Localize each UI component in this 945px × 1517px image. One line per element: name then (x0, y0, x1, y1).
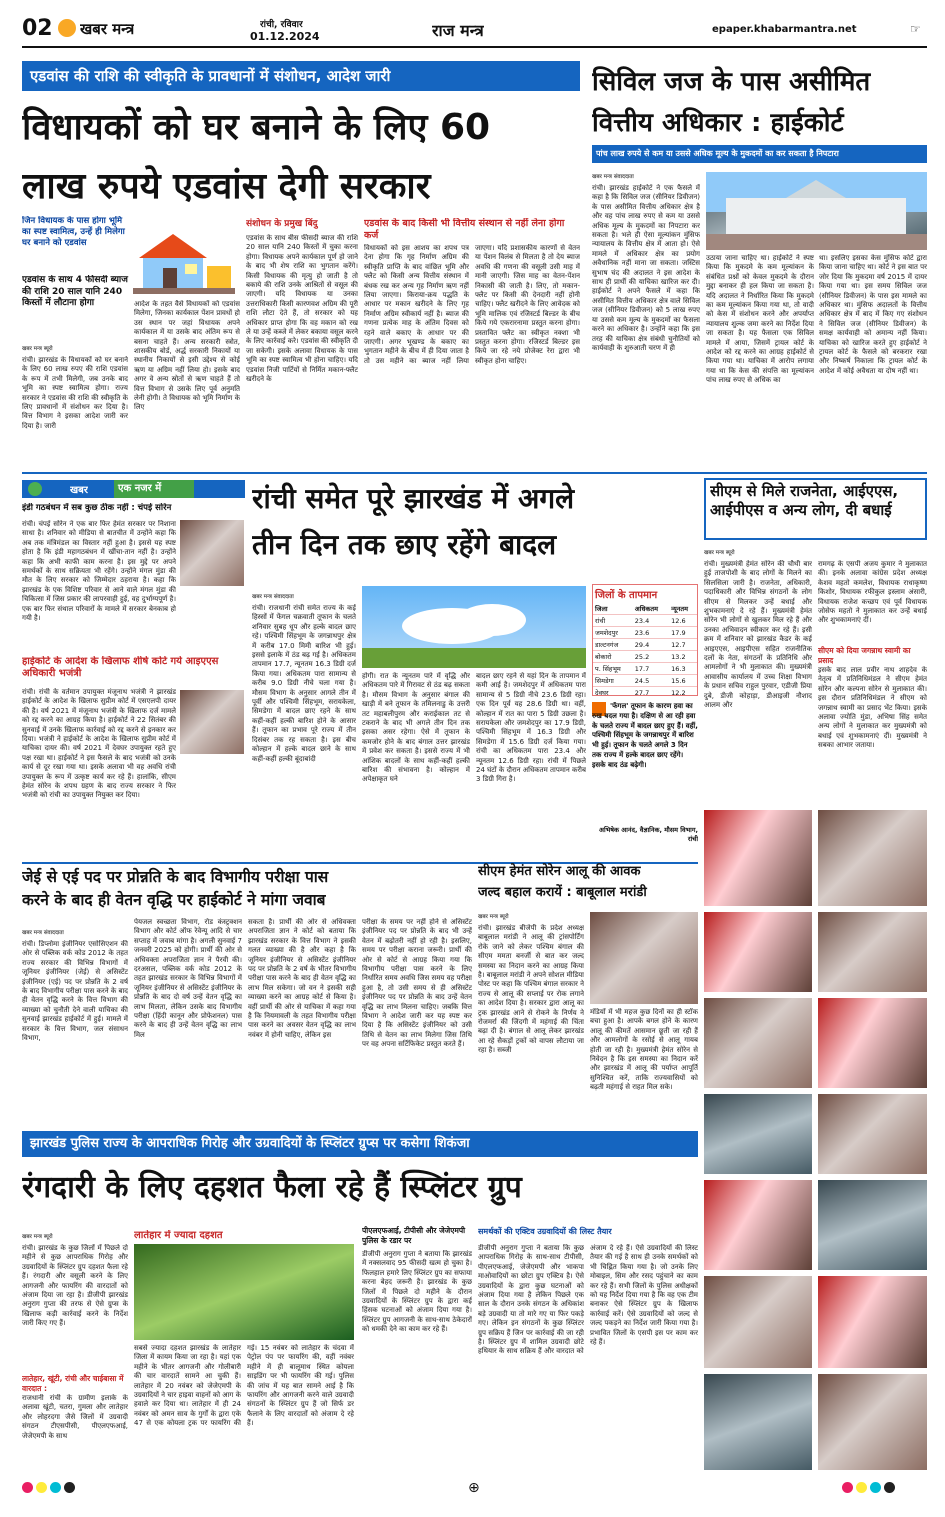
lead-kicker: एडवांस की राशि की स्वीकृति के प्रावधानों में संशोधन, आदेश जारी (22, 61, 580, 91)
table-row (593, 639, 697, 651)
weather-body-3: बादल छाए रहने से यहां दिन के तापमान में कमी आई है। जमशेदपुर में अधिकतम पारा सामान्य से 5 डिग्री नीचे 23.6 डिग्री रहा। एक दिन पूर्व यह 28.6 डिग्री था। वहीं, कोल्हान में रात का पारा 5 डिग्री उछला है। सरायकेला और जमशेदपुर का 17.9 डिग्री, पश्चिमी सिंहभूम में 16.3 डिग्री और सिमडेगा में 15.6 डिग्री दर्ज किया गया। रांची का अधिकतम पारा 23.4 और न्यूनतम 12.6 डिग्री रहा। रांची में पिछले 24 घंटों के दौरान अधिकतम तापमान करीब 3 डिग्री गिरा है। (476, 672, 586, 784)
police-kicker: झारखंड पुलिस राज्य के आपराधिक गिरोह और उग्रवादियों के स्प्लिंटर ग्रुप्स पर कसेगा शिकंजा (22, 1131, 698, 1157)
ek-nazar-label: एक नजर में (114, 480, 194, 498)
manjunath-bhajantri-photo (180, 690, 244, 754)
table-cell: 17.9 (669, 627, 697, 639)
babulal-marandi-photo (590, 912, 698, 1004)
lead-box2-title: एडवांस के बाद किसी भी वित्तीय संस्थान से नहीं लेना होगा कर्ज (364, 218, 565, 241)
table-cell: रांची (593, 615, 633, 627)
judge-headline-2: वित्तीय अधिकार : हाईकोर्ट (592, 108, 844, 138)
section-title: राज मन्त्र (432, 21, 484, 40)
masthead (22, 14, 927, 48)
footer-registration-marks (22, 1480, 927, 1496)
cm-meeting-photo (818, 998, 927, 1088)
color-dot (870, 1482, 881, 1493)
weather-body-2: होगी। रात के न्यूनतम पारे में वृद्धि और अधिकतम पारे में गिरावट से ठंड बढ़ सकता है। मौसम विभाग के अनुसार बंगाल की खाड़ी में बने तूफान के तमिलनाडु के उत्तरी तट महाबलीपुरम और कराईकाल तट से टकराने के बाद भी अगले तीन दिन तक इसका असर रहेगा। ऐसे में तूफान के कमजोर होने के बाद बंगाल उत्तर झारखंड में प्रवेश कर सकता है। इससे राज्य में भी आंशिक बादलों के साथ कहीं-कहीं हल्की बारिश की संभावना है। कोल्हान में अपेक्षाकृत घने (362, 672, 470, 784)
police-body-3: सबसे ज्यादा दहशत झारखंड के लातेहार जिला में कायम किया जा रहा है। यहां एक महीने के भीतर आगजनी और गोलीबारी की चार वारदातें सामने आ चुकी हैं। लातेहार में 20 नवंबर को जेजेएमपी के उग्रवादियों ने चार हाइवा वाहनों को आग के हवाले कर दिया था। लातेहार में ही 24 नवंबर को अमन साव के गुर्गों के द्वारा एके 47 से एक कोयला ट्रक पर फायरिंग की गई। 15 नवंबर को लातेहार के चंदवा में पेट्रोल पंप पर फायरिंग की, वहीं नवंबर महीने में ही बालूमाथ स्थित कोयला साइडिंग पर भी फायरिंग की गई। पुलिस की जांच में यह बात सामने आई है कि फायरिंग और आगजनी करने वाले उग्रवादी संगठनों के स्प्लिंटर ग्रुप हैं जो सिर्फ डर फैलाने के लिए वारदातों को अंजाम दे रहे हैं। (134, 1344, 354, 1428)
police-subhead-2: पीएलएफआई, टीपीसी और जेजेएमपी पुलिस के रडार पर (362, 1226, 466, 1245)
cm-greet-body-3: इसके बाद लाल प्रवीर नाथ शाहदेव के नेतृत्व में प्रतिनिधिमंडल ने सीएम हेमंत सोरेन और कल्पना सोरेन से मुलाकात की। इस दौरान प्रतिनिधिमंडल ने सीएम को जगन्नाथ स्वामी का प्रसाद भेंट किया। इसके अलावा ज्योति मुंडा, अभिषा सिंह समेत अन्य लोगों ने मुलाकात कर मुख्यमंत्री को बधाई एवं शुभकामनाएं दीं। मुख्यमंत्री ने सबका आभार जताया। (818, 666, 927, 750)
page-number: 02 (22, 16, 53, 41)
table-cell: जमशेदपुर (593, 627, 633, 639)
color-dots-right (842, 1482, 895, 1493)
table-cell: 12.2 (669, 687, 697, 697)
table-cell: 25.2 (633, 651, 669, 663)
table-cell: 23.6 (633, 627, 669, 639)
police-place: लातेहार, खूंटी, रांची और चाईबासा में वारदात : (22, 1374, 124, 1393)
je-body-2: पेयजल स्वच्छता विभाग, रोड कंस्ट्रक्शन विभाग और कोर्ट ऑफ रेवेन्यू आदि से चार सप्ताह में जवाब मांगा है। अगली सुनवाई 7 जनवरी 2025 को होगी। प्रार्थी की ओर से अधिवक्ता अपराजिता ज्ञान ने पैरवी की। दरअसल, पब्लिक वर्क कोड 2012 के तहत झारखंड सरकार के विभिन्न विभागों में जूनियर इंजीनियर से असिस्टेंट इंजीनियर के प्रोन्नति के बाद दो वर्ष उन्हें वेतन वृद्धि का लाभ मिलता, लेकिन उसके बाद विभागीय परीक्षा (हिंदी कानून और प्रोफेशनल) पास करने के बाद ही उन्हें वेतन वृद्धि का लाभ मिल (134, 918, 242, 1039)
color-dot (64, 1482, 75, 1493)
lead-body-2: आदेश के तहत वैसे विधायकों को एडवांस मिलेगा, जिनका कार्यकाल पेंशन प्रावधों हो उस स्थान पर जहां विधायक अपने कार्यकाल में या उसके बाद अंतिम रूप से बसना चाहते हैं। अन्य सरकारी स्त्रोत, शासकीय बोर्ड, अर्द्ध सरकारी निकायों या स्थानीय निकायों से इसी उद्देश्य से कोई ऋण या अग्रिम नहीं लिया हो। इसके बाद अगर वे अन्य स्रोतों से ऋण चाहते हैं तो वित्त विभाग से उसके लिए पूर्व अनुमति लेनी होगी। ते विधायक को भूमि निर्माण के लिए (134, 300, 240, 412)
cm-meeting-photo (704, 1276, 812, 1368)
cm-greet-subhead: सीएम को दिया जगन्नाथ स्वामी का प्रसाद (818, 646, 911, 665)
table-cell: सिमडेगा (593, 675, 633, 687)
lead-body-1: रांची। झारखंड के विधायकों को घर बनाने के लिए 60 लाख रुपए की राशि एडवांस के रूप में तभी मिलेगी, जब उनके बाद भूमि का स्पष्ट स्वामित्व होगा। राज्य सरकार ने एडवांस की राशि की स्वीकृति के लिए प्रावधानों में संशोधन कर दिया है। वित्त विभाग ने इसका आदेश जारी कर दिया है। जारी (22, 356, 128, 430)
ek-nazar-headline-2: हाईकोर्ट के आदेश के खिलाफ शीर्ष कोर्ट गये आइएएस अधिकारी भजंत्री (22, 656, 219, 679)
color-dot (842, 1482, 853, 1493)
weather-headline-2: तीन दिन तक छाए रहेंगे बादल (252, 528, 557, 561)
cm-meeting-photo (704, 1094, 812, 1174)
lead-body-4: विधायकों को इस आशय का शपथ पत्र देना होगा कि गृह निर्माण अग्रिम की स्वीकृति प्राप्ति के बाद वांछित भूमि और फ्लैट को किसी अन्य वित्तीय संस्थान में बंधक रख कर अन्य गृह निर्माण ऋण नहीं लिया जाएगा। किराया-क्रय पद्धति के आधार पर मकान खरीदने के लिए गृह निर्माण अग्रिम स्वीकार्य नहीं है। ब्याज की गणना प्रत्येक माह के अंतिम दिवस को रहने वाले बकाए के आधार पर की जाएगी। अगर भूखण्ड के बकाए का भुगतान महीने के बीच में ही दिया जाता है तो उस महीने का ब्याज नहीं लिया जाएगा। यदि प्रशासकीय कारणों से वेतन या पेंशन विलंब से मिलता है तो देय ब्याज अवधि की गणना की वसूली उसी माह में मानी जाएगी। जिस माह का वेतन-पेंशन निकासी की जाती है। लिए, तो मकान-फ्लैट पर किसी की देनदारी नहीं होनी चाहिए। फ्लैट खरीदने के लिए आवेदक को भूमि मालिक एवं रजिस्टर्ड बिल्डर के बीच किये गये एकरारनामा प्रस्तुत करना होगा। प्रस्तावित फ्लैट का स्वीकृत नक्शा भी प्रस्तुत करना होगा। रजिस्टर्ड बिल्डर इस किये जा रहे नये प्रोजेक्ट रेरा द्वारा भी स्वीकृत होना चाहिए। (364, 244, 580, 365)
table-row (593, 675, 697, 687)
ek-nazar-body-2: रांची। रांची के वर्तमान उपायुक्त मंजूनाथ भजंत्री ने झारखंड हाईकोर्ट के आदेश के खिलाफ सुप्रीम कोर्ट में एसएलपी दायर की है। वर्ष 2021 में मंजूनाथ भजंत्री के खिलाफ दर्ज मामले को रद्द करने का आग्रह किया है। हाईकोर्ट ने 22 सितंबर की सुनवाई में उनके खिलाफ कार्रवाई को रद्द करने से इनकार कर दिया। भजंत्री ने हाईकोर्ट के आदेश के खिलाफ सुप्रीम कोर्ट में याचिका दायर की। वर्ष 2021 में देवघर उपायुक्त रहते हुए पक्ष रखा था। हाईकोर्ट ने इस फैसले के बाद भजंत्री को उनके कार्य से दूर रखा गया था। इसके अलावा भी वह अवधि रांची उपायुक्त के रूप में उत्कृष्ट कार्य कर रहे हैं। हालांकि, सीएम हेमंत सोरेन के शपथ ग्रहण के बाद राज्य सरकार ने फिर भजंत्री को रांची का उपायुक्त नियुक्त कर दिया। (22, 688, 176, 800)
police-body-6: अंजाम दे रहे हैं। ऐसे उग्रवादियों की लिस्ट तैयार की गई है साथ ही उनके समर्थकों को भी चिह्नित किया गया है। जो उनके लिए मोबाइल, सिम और रसद पहुंचाने का काम कर रहे हैं। सभी जिलों के पुलिस अधीक्षकों को यह निर्देश दिया गया है कि वह एक टीम बनाकर ऐसे स्प्लिंटर ग्रुप के खिलाफ कार्रवाई करें। ऐसे उग्रवादियों को जल्द से जल्द पकड़ने का निर्देश जारी किया गया है। प्रभावित जिलों के एसपी इस पर काम कर रहे हैं। (590, 1244, 698, 1347)
house-illustration (133, 228, 235, 294)
table-cell: प. सिंहभूम (593, 663, 633, 675)
lead-headline-1: विधायकों को घर बनाने के लिए 60 (22, 107, 491, 148)
table-cell: 29.4 (633, 639, 669, 651)
edition-city-day: रांची, रविवार (260, 20, 303, 30)
lead-headline-2: लाख रुपये एडवांस देगी सरकार (22, 166, 431, 207)
lead-sidehead-1: जिन विधायक के पास होगा भूमि का स्पष्ट स्वामित्व, उन्हें ही मिलेगा घर बनाने को एडवांस (22, 216, 125, 248)
weather-body-1: रांची। राजधानी रांची समेत राज्य के कई हिस्सों में फेंगल चक्रवाती तूफान के चलते शनिवार सुबह धूप और हल्के बादल छाए रहे। पश्चिमी सिंहभूम के जगन्नाथपुर क्षेत्र में करीब 17.0 मिमी बारिश भी हुई। इससे इलाके में ठंड बढ़ गई है। अधिकतम तापमान 17.7, न्यूनतम 16.3 डिग्री दर्ज किया गया। अधिकतम पारा सामान्य से करीब 9.0 डिग्री नीचे चला गया है। मौसम विभाग के अनुसार आगले तीन में पूर्वी और पश्चिमी सिंहभूम, सरायकेला, सिमडेगा में बादल छाए रहने के साथ कहीं-कहीं हल्की बारिश होने के आसार हैं। तूफान का प्रभाव पूरे राज्य में तीन दिसंबर तक रह सकता है। इस बीच कोल्हान में हल्के बादल छाने के साथ कहीं-कहीं हल्की बूंदाबांदी (252, 604, 356, 763)
color-dot (36, 1482, 47, 1493)
police-byline: खबर मन्त्र ब्यूरो (22, 1234, 53, 1240)
table-cell: बोकारो (593, 651, 633, 663)
weather-quote-by: अभिषेक आनंद, वैज्ञानिक, मौसम विभाग, रांची (599, 826, 698, 843)
babulal-byline: खबर मन्त्र ब्यूरो (478, 914, 509, 920)
judge-body-3: था। इसलिए इसका केस मुंसिफ कोर्ट द्वारा किया जाना चाहिए था। कोर्ट ने इस बात पर जोर दिया कि मुकदमा वर्ष 2015 में दायर किया गया था। इस समय सिविल जज (सीनियर डिवीजन) के पास इस मामले का अधिकार था। मुंसिफ अदालतों के वित्तीय अधिकार क्षेत्र में बाद में किए गए संशोधन ने सिविल जज (सीनियर डिवीजन) के समक्ष कार्यवाही को अमान्य नहीं किया। याचिका को खारिज करते हुए हाईकोर्ट ने ट्रायल कोर्ट के फैसले को बरकरार रखा और निष्कर्ष निकाला कि ट्रायल कोर्ट के आदेश में कोई अवैधता या दोष नहीं था। (819, 254, 927, 375)
color-dot (50, 1482, 61, 1493)
table-header: जिला (593, 603, 633, 615)
je-body-1: रांची। डिप्लोमा इंजीनियर एसोसिएशन की ओर से पब्लिक वर्क कोड 2012 के तहत राज्य सरकार की विभिन्न विभागों में जूनियर इंजीनियर (जेई) से असिस्टेंट इंजीनियर (एई) पद पर प्रोन्नति के 2 वर्ष के बाद विभागीय परीक्षा पास करने के बाद ही वेतन वृद्धि करने के वित्त विभाग की व्याख्या को चुनौती देने वाली याचिका की सुनवाई झारखंड हाईकोर्ट में हुई। मामले में सरकार के वित्त विभाग, जल संसाधन विभाग, (22, 940, 128, 1043)
judge-body-2: उठाया जाना चाहिए था। हाईकोर्ट ने स्पष्ट किया कि मुकदमे के कम मूल्यांकन के संबंधित प्रश्नों को केवल मुकदमे के दौरान मुद्दा बनाकर ही हल किया जा सकता है। यदि अदालत ने निर्धारित किया कि मुकदमे का कम मूल्यांकन किया गया था, तो वादी को केस में संशोधन करने और अपर्याप्त न्यायालय शुल्क जमा करने का निर्देश दिया जा सकता है। यह फैसला एक सिविल मामले में आया, जिसमें ट्रायल कोर्ट के आदेश को रद्द करने का आग्रह हाईकोर्ट से किया गया था। याचिका में आरोप लगाया गया था कि केस की संपत्ति का मूल्यांकन पांच लाख रुपए से अधिक का (706, 254, 814, 385)
cm-meeting-photo (704, 912, 812, 992)
temperature-table-grid (593, 603, 697, 696)
table-row (593, 663, 697, 675)
cm-meeting-photo (818, 1374, 927, 1470)
color-dots-left (22, 1482, 75, 1493)
police-subhead-1: लातेहार में ज्यादा दहशत (134, 1230, 223, 1241)
judge-deck: पांच लाख रुपये से कम या उससे अधिक मूल्य के मुकदमों का कर सकता है निपटारा (592, 145, 927, 163)
je-body-3: सकता है। प्रार्थी की ओर से अधिवक्ता अपराजिता ज्ञान ने कोर्ट को बताया कि झारखंड सरकार के वित्त विभाग ने इसकी गलत व्याख्या की है और कहा है कि जूनियर इंजीनियर से असिस्टेंट इंजीनियर पद पर प्रोन्नति के 2 वर्ष के भीतर विभागीय परीक्षा पास करने के बाद ही वेतन वृद्धि का लाभ मिल सकेगा। जो वन ने इसकी सही व्याख्या करने का आग्रह कोर्ट से किया है। वहीं प्रार्थी की ओर से याचिका में कहा गया है कि नियमावली के तहत विभागीय परीक्षा पास करने का अवसर वेतन वृद्धि का लाभ नवंबर में होनी चाहिए, लेकिन इस (248, 918, 356, 1039)
cm-greet-body-2: रामगढ़ के एसपी अजय कुमार ने मुलाकात की। इनके अलावा कांग्रेस प्रदेश अध्यक्ष केशव महतो कमलेश, विधायक राधाकृष्ण किशोर, विधायक रफीकुल इस्लाम अंसारी, विधायक राजेश कच्छप एवं पूर्व विधायक जोसेफ महतो ने मुलाकात कर उन्हें बधाई और शुभकामनाएं दीं। (818, 560, 927, 625)
champai-soren-photo (180, 520, 244, 586)
police-body-4: डीजीपी अनुराग गुप्ता ने बताया कि झारखंड में नक्सलवाद 95 फीसदी खत्म हो चुका है। फिलहाल हमारे लिए स्प्लिंटर ग्रुप का सफाया करना बेहद जरूरी है। झारखंड के कुछ जिलों में पिछले दो महीने के दौरान उग्रवादियों के स्प्लिंटर ग्रुप के द्वारा कई हिंसक घटनाओं को अंजाम दिया गया है। स्प्लिंटर ग्रुप आगजनी के साथ-साथ ठेकेदारों को धमकी देने का काम कर रहे हैं। (362, 1250, 472, 1334)
cm-greet-box (704, 478, 927, 540)
color-dot (884, 1482, 895, 1493)
table-cell: 16.3 (669, 663, 697, 675)
cursor-hand-icon: ☞ (910, 22, 921, 36)
crosshair-icon: ⊕ (468, 1480, 480, 1496)
table-cell: डाल्टनगंज (593, 639, 633, 651)
table-cell: 13.2 (669, 651, 697, 663)
masthead-logo-icon (58, 19, 76, 37)
globe-icon (28, 482, 42, 496)
babulal-headline-1: सीएम हेमंत सोरेन आलू की आवक (478, 864, 641, 879)
ek-nazar-body-1: रांची। चंपई सोरेन ने एक बार फिर हेमंत सरकार पर निशाना साधा है। शनिवार को मीडिया से बातचीत में उन्होंने कहा कि अब तक मंत्रिमंडल का विस्तार नहीं हुआ है। इससे यह स्पष्ट होता है कि इंडी महागठबंधन में खींचा-तान नहीं है। उन्होंने कहा कि अभी काफी काम करना है। इस मुद्दे पर अपने समर्थकों के साथ सक्रियता भी रहेंगे। उन्होंने मंगल मुंडा की मौत के लिए सरकार को जिम्मेदार ठहराया है। कहा कि झारखंड के एक विशिष्ट परिवार से आने वाले मंगल मुंडा की चिकित्सा में जिस प्रकार की लापरवाही हुई, वह दुर्भाग्यपूर्ण है। एक बार फिर संथाल परिवारों के मामले में सरकार बेनकाब हो गयी है। (22, 520, 176, 623)
edition-date: 01.12.2024 (250, 30, 320, 43)
color-dot (856, 1482, 867, 1493)
cloud-sky-photo (362, 586, 586, 668)
ek-nazar-headline-1: इंडी गठबंधन में सब कुछ ठीक नहीं : चंपई सोरेन (22, 503, 172, 513)
cm-meeting-photo (818, 1276, 927, 1368)
cm-greet-byline: खबर मन्त्र ब्यूरो (704, 550, 735, 556)
babulal-headline-2: जल्द बहाल करायें : बाबूलाल मरांडी (478, 885, 647, 900)
temperature-table (592, 584, 698, 696)
police-body-5: डीजीपी अनुराग गुप्ता ने बताया कि कुछ आपराधिक गिरोह के साथ-साथ टीपीसी, पीएलएफआई, जेजेएमपी और भाकपा माओवादियों का छोटा ग्रुप एक्टिव है। ऐसे उग्रवादियों के द्वारा कुछ घटनाओं को अंजाम दिया गया है लेकिन पिछले एक साल के दौरान उनके संगठन के अधिकांश बड़े उग्रवादी या तो मारे गए या फिर पकड़े गए। लेकिन इन संगठनों के कुछ स्प्लिंटर ग्रुप सक्रिय हैं जिन पर कार्रवाई की जा रही है। स्प्लिंटर ग्रुप में शामिल उग्रवादी छोटे हथियार के साथ सक्रिय हैं और वारदात को (478, 1244, 584, 1356)
cm-meeting-photo (818, 912, 927, 992)
court-building-photo (706, 172, 927, 250)
judge-body-1: रांची। झारखंड हाईकोर्ट ने एक फैसले में कहा है कि सिविल जज (सीनियर डिवीजन) के पास असीमित वित्तीय अधिकार क्षेत्र है और वह पांच लाख रुपए से कम या उससे अधिक मूल्य के मुकदमों का निपटारा कर सकता है। भले ही ऐसा मूल्यांकन मुंसिफ न्यायालय के वित्तीय क्षेत्र में आता हो। ऐसे मामले में अधिकार क्षेत्र का प्रयोग अवैधानिक नहीं माना जा सकता। जस्टिस सुभाष चंद की अदालत ने इस आदेश के साथ ही प्रार्थी की याचिका खारिज कर दी। हाईकोर्ट ने अपने फैसले में कहा कि असीमित वित्तीय अधिकार क्षेत्र वाले सिविल जज (सीनियर डिवीजन) को 5 लाख रुपए या उससे कम मूल्य के मुकदमों का फैसला करने का अधिकार है। उन्होंने कहा कि इस तरह की याचिका क्षेत्र संबंधी चुनौतियों को कार्यवाही के शुरुआती चरण में ही (592, 184, 700, 352)
cm-meeting-photo (704, 1180, 812, 1270)
table-header: अधिकतम (633, 603, 669, 615)
je-headline-2: करने के बाद ही वेतन वृद्धि पर हाईकोर्ट ने मांगा जवाब (22, 891, 326, 909)
cm-greet-body-1: रांची। मुख्यमंत्री हेमंत सोरेन की चौथी बार हुई ताजपोशी के बाद लोगों के मिलने का सिलसिला जारी है। राजनेता, अधिकारी, पदाधिकारी और विभिन्न संगठनों के लोग सीएम से मिलकर उन्हें बधाई और शुभकामनाएं दे रहे हैं। मुख्यमंत्री हेमंत सोरेन भी लोगों से खुलकर मिल रहे हैं और उनका अभिवादन स्वीकार कर रहे हैं। इसी क्रम में शनिवार को झारखंड कैडर के कई आइएएस, आइपीएस सहित राजनीतिक दलों के नेता, संगठनों के प्रतिनिधि और आमलोगों ने भी मुलाकात की। मुख्यमंत्री आवासीय कार्यालय में उच्च शिक्षा विभाग के प्रधान सचिव राहुल पुरवार, एडीजी प्रिया दुबे, डीजी कोहाड़ा, डीआइजी नौशाद आलम और (704, 560, 812, 710)
security-forces-photo (134, 1244, 354, 1340)
ek-nazar-brand: खबर (70, 485, 88, 496)
section-divider-1 (22, 472, 927, 474)
cm-photo-grid (704, 810, 927, 1470)
table-cell: 17.7 (633, 663, 669, 675)
cm-greet-headline: सीएम से मिले राजनेता, आईएएस, आईपीएस व अन्य लोग, दी बधाई (710, 482, 899, 519)
table-cell: 12.7 (669, 639, 697, 651)
babulal-body-2: मंडियों में भी महज कुछ दिनों का ही स्टॉक बचा हुआ है। आपके बगल होने के कारण आलू की कीमतें आसमान छूती जा रही हैं और आमलोगों के रसोई से आलू गायब होती जा रही है। मुख्यमंत्री हेमंत सोरेन से निवेदन है कि इस समस्या का निदान करें और झारखंड में आलू की पर्याप्त आपूर्ति सुनिश्चित करें, ताकि राज्यवासियों को बढ़ती महंगाई से राहत मिल सके। (590, 1008, 698, 1092)
table-cell: देवघर (593, 687, 633, 697)
lead-box1-title: संशोधन के प्रमुख बिंदु (246, 219, 318, 229)
table-cell: 24.5 (633, 675, 669, 687)
je-body-4: परीक्षा के समय पर नहीं होने से असिस्टेंट इंजीनियर पद पर प्रोन्नति के बाद भी उन्हें वेतन में बढ़ोतरी नहीं हो रही है। इसलिए, समय पर परीक्षा कराना जरूरी। प्रार्थी की ओर से कोर्ट से आग्रह किया गया कि विभागीय परीक्षा पास करने के लिए निर्धारित समय अवधि जिस समय वह परीक्षा हुआ है, तो उसी समय से ही असिस्टेंट इंजीनियर पद पर प्रोन्नति के बाद उन्हें वेतन वृद्धि का लाभ मिलना चाहिए। जबकि वित्त विभाग ने आदेश जारी कर यह स्पष्ट कर दिया है कि असिस्टेंट इंजीनियर को उसी तिथि से वेतन का लाभ मिलेगा जिस तिथि पर वह अपना सर्टिफिकेट प्रस्तुत करते हैं। (362, 918, 472, 1049)
cm-meeting-photo (818, 1180, 927, 1270)
cm-meeting-photo (818, 810, 927, 906)
temperature-table-title: जिलों के तापमान (595, 590, 658, 601)
paper-name: खबर मन्त्र (80, 20, 135, 38)
cm-meeting-photo (818, 1094, 927, 1174)
ek-nazar-strip (22, 480, 245, 498)
table-cell: 27.7 (633, 687, 669, 697)
epaper-url[interactable]: epaper.khabarmantra.net (712, 24, 857, 35)
judge-headline-1: सिविल जज के पास असीमित (592, 67, 871, 97)
babulal-body-1: रांची। झारखंड बीजेपी के प्रदेश अध्यक्ष बाबूलाल मरांडी ने आलू की ट्रांसपोर्टिंग रोके जाने को लेकर पश्चिम बंगाल की सीएम ममता बनर्जी से बात कर जल्द समस्या का निदान करने का आग्रह किया है। बाबूलाल मरांडी ने अपने सोशल मीडिया पोस्ट पर कहा कि पश्चिम बंगाल सरकार ने राज्य से आलू की सप्लाई पर रोक लगाने का आदेश दिया है। सरकार द्वारा आलू का ट्रक झारखंड आने से रोकने के निर्णय ने रोजमर्रा की जिंदगी में महंगाई की चिंता बढ़ा दी है। बंगाल से आलू लेकर झारखंड आ रहे सैकड़ों ट्रकों को वापस लौटाया जा रहा है। सब्जी (478, 924, 584, 1055)
police-headline: रंगदारी के लिए दहशत फैला रहे हैं स्प्लिंटर ग्रुप (22, 1170, 522, 1205)
weather-headline-1: रांची समेत पूरे झारखंड में अगले (252, 482, 575, 515)
je-byline: खबर मन्त्र संवाददाता (22, 930, 64, 936)
table-header-row (593, 603, 697, 615)
table-header: न्यूनतम (669, 603, 697, 615)
police-body-1: रांची। झारखंड के कुछ जिलों में पिछले दो महीने से कुछ आपराधिक गिरोह और उग्रवादियों के स्प्लिंटर ग्रुप दहशत फैला रहे हैं। रंगदारी और वसूली करने के लिए आगजनी और फायरिंग की वारदातों को अंजाम दिया जा रहा है। डीजीपी झारखंड अनुराग गुप्ता की तरफ से ऐसे ग्रुप्स के खिलाफ कड़ी कार्रवाई करने के निर्देश जारी किए गए हैं। (22, 1244, 128, 1328)
judge-byline: खबर मन्त्र संवाददाता (592, 174, 634, 180)
table-cell: 23.4 (633, 615, 669, 627)
lead-sidehead-2: एडवांस के साथ 4 फीसदी ब्याज की राशि 20 साल यानि 240 किस्तों में लौटाना होगा (22, 275, 128, 308)
cm-meeting-photo (704, 1374, 812, 1470)
police-subhead-3: समर्थकों की एक्टिव उग्रवादियों की लिस्ट तैयार (478, 1227, 612, 1236)
table-row (593, 651, 697, 663)
table-cell: 15.6 (669, 675, 697, 687)
je-headline-1: जेई से एई पद पर प्रोन्नति के बाद विभागीय परीक्षा पास (22, 868, 329, 886)
cm-meeting-photo (704, 998, 812, 1088)
color-dot (22, 1482, 33, 1493)
table-row (593, 687, 697, 697)
lead-body-3: एडवांस के साथ बीस फीसदी ब्याज की राशि 20 साल यानि 240 किस्तों में चुका करना होगा। विधायक अपने कार्यकाल पूर्ण हो जाने के बाद भी शेष राशि का भुगतान करेंगे। किसी विधायक की मृत्यु हो जाती है तो बकाये की राशि उनके आश्रितों से वसूल की जाएगी। यदि विधायक या उनका उत्तराधिकारी किसी कारणवश अग्रिम की पूरी राशि लौटा देते हैं, तो सरकार को यह अधिकार प्राप्त होगा कि वह मकान को रख ले या उन्हें कब्जे में लेकर बकाया वसूल करने के लिए कार्रवाई करे। एडवांस की स्वीकृति दी जा सकेगी। इसके अलावा विधायक के पास भूमि का स्पष्ट स्वामित्व भी होना चाहिए। यदि एडवांस निजी पार्टियों से निर्मित मकान-फ्लैट खरीदने के (246, 234, 358, 384)
lead-byline: खबर मन्त्र ब्यूरो (22, 346, 53, 352)
table-row (593, 627, 697, 639)
table-cell: 12.6 (669, 615, 697, 627)
weather-quote: 'फेंगल' तूफान के कारण हवा का रुख बदल गया है। दक्षिण से आ रही हवा के चलते राज्य में बादल छाए हुए हैं। वहीं, पश्चिमी सिंहभूम के जगन्नाथपुर में बारिश भी हुई। तूफान के चलते अगले 3 दिन तक राज्य में हल्के बादल छाए रहेंगे। इसके बाद ठंड बढ़ेगी। (592, 702, 698, 769)
table-row (593, 615, 697, 627)
cm-meeting-photo (704, 810, 812, 906)
weather-byline: खबर मन्त्र संवाददाता (252, 594, 294, 600)
police-body-2: राजधानी रांची के ग्रामीण इलाके के अलावा खूंटी, चतरा, गुमला और लातेहार और लोहरदगा जैसे जिलों में उग्रवादी संगठन टीएसपीसी, पीएलएफआई, जेजेएमपी के साथ (22, 1394, 128, 1440)
